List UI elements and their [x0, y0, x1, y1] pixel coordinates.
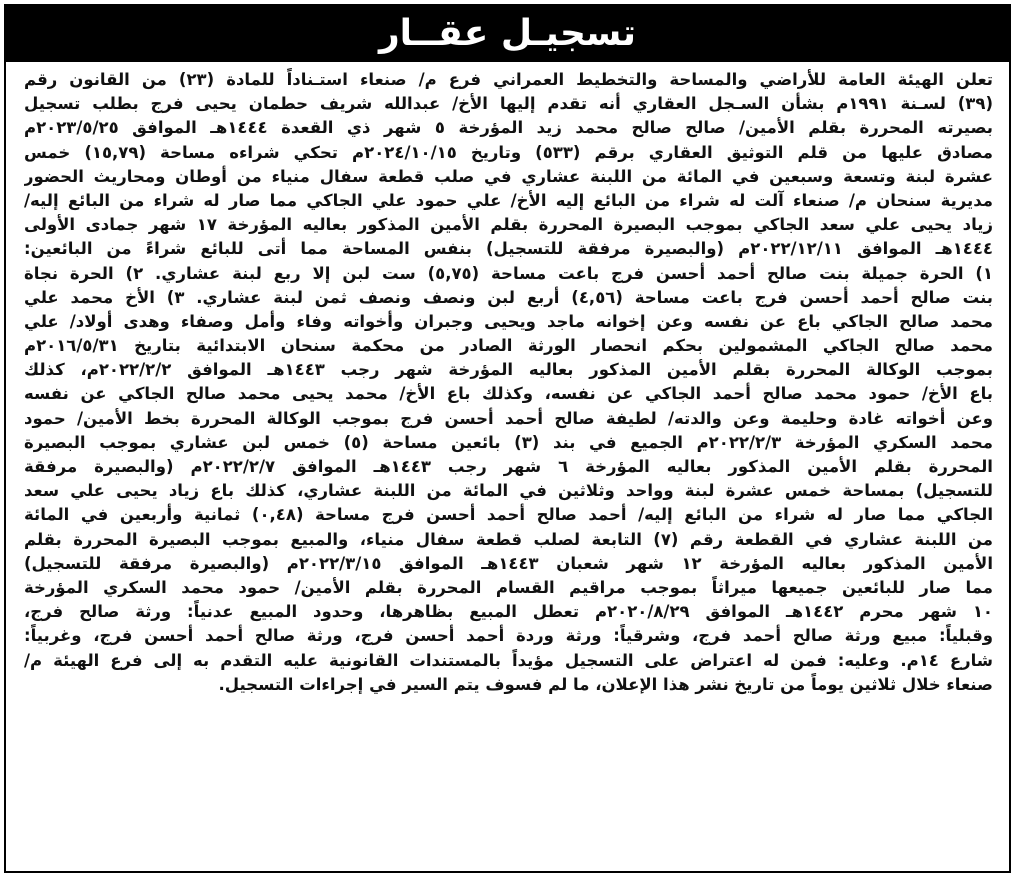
- body-line-10: بنت صالح أحمد أحسن فرج باعت مساحة (٤,٥٦) أربع لبن ونصف ونصف ثمن لبنة عشاري. ٣) الأخ محمد علي: [24, 287, 993, 307]
- body-line-16: محمد السكري المؤرخة ٢٠٢٢/٢/٣م الجميع في بند (٣) بائعين مساحة (٥) خمس لبن عشاري بموجب البصيرة: [24, 432, 993, 452]
- body-line-11: محمد صالح الجاكي باع عن نفسه وعن إخوانه ماجد ويحيى وجبران وأخواته وفاء وأمل وصفاء وهدى أولاد/ علي: [24, 311, 993, 331]
- body-line-6: مديرية سنحان م/ صنعاء آلت له شراء من البائع إليه الأخ/ علي حمود علي الجاكي مما صار له شراء من البائع إليه/: [24, 190, 993, 210]
- body-line-17: المحررة بقلم الأمين المذكور بعاليه المؤرخة ٦ شهر رجب ١٤٤٣هـ الموافق ٢٠٢٢/٢/٧م (والبصيرة مرفقة: [24, 457, 993, 476]
- body-line-3: بصيرته المحررة بقلم الأمين/ صالح صالح محمد زيد المؤرخة ٥ شهر ذي القعدة ١٤٤٤هـ الموافق ٢٠٢٣/٥/٢٥م: [24, 118, 993, 138]
- body-line-12: محمد صالح الجاكي المشمولين بحكم انحصار الورثة الصادر من محكمة سنحان الابتدائية بتاريخ ٢٠١٦/٥/٣١م: [24, 336, 993, 356]
- body-line-14: باع الأخ/ حمود محمد صالح أحمد الجاكي عن نفسه، وكذلك باع الأخ/ محمد يحيى محمد صالح الجاكي عن نفسه: [24, 384, 993, 404]
- body-line-18: للتسجيل) بمساحة خمس عشرة لبنة وواحد وثلاثين في المائة من اللبنة عشاري، كذلك باع زياد يحيى علي سعد: [24, 481, 993, 501]
- body-line-8: ١٤٤٤هـ الموافق ٢٠٢٢/١٢/١١م (والبصيرة مرفقة للتسجيل) بنفس المساحة مما أتى للبائع شراءً من البائعين:: [24, 239, 993, 259]
- real-estate-notice: [4, 4, 1011, 873]
- body-line-13: بموجب الوكالة المحررة بقلم الأمين المذكور بعاليه المؤرخة شهر رجب ١٤٤٣هـ الموافق ٢٠٢٢/٢/٢م، كذلك: [24, 360, 993, 380]
- body-line-2: (٣٩) لسـنة ١٩٩١م بشأن السـجل العقاري أنه تقدم إليها الأخ/ عبدالله شريف حطمان يحيى فرج بطلب تسجيل: [24, 94, 993, 114]
- body-line-22: مما صار للبائعين جميعها ميراثاً بموجب مراقيم القسام المحررة بقلم الأمين/ حمود محمد السكري المؤرخة: [24, 577, 993, 597]
- body-line-20: من اللبنة عشاري في القطعة رقم (٧) التابعة لصلب قطعة سفال منياء، والمبيع بموجب البصيرة المحررة بقلم: [24, 529, 993, 549]
- body-line-26: صنعاء خلال ثلاثين يوماً من تاريخ نشر هذا الإعلان، ما لم فسوف يتم السير في إجراءات التسجيل.: [218, 674, 993, 694]
- notice-body: [24, 68, 993, 861]
- body-line-4: مصادق عليها من قلم التوثيق العقاري برقم (٥٣٣) وتاريخ ٢٠٢٤/١٠/١٥م تحكي شراءه مساحة (١٥,٧٩) خمس: [24, 142, 993, 162]
- body-line-23: ١٠ شهر محرم ١٤٤٢هـ الموافق ٢٠٢٠/٨/٢٩م تعطل المبيع بظاهرها، وحدود المبيع عدنياً: ورثة صالح فرج،: [24, 602, 993, 622]
- body-line-1: تعلن الهيئة العامة للأراضي والمساحة والتخطيط العمراني فرع م/ صنعاء استـناداً للمادة (٢٣) من القانون رقم: [24, 70, 993, 89]
- body-line-5: عشرة لبنة وتسعة وسبعين في المائة من اللبنة عشاري في صلب قطعة سفال منياء من أوطان ومحاريث الحضور: [24, 166, 993, 186]
- body-line-9: ١) الحرة جميلة بنت صالح أحمد أحسن فرج باعت مساحة (٥,٧٥) ست لبن إلا ربع لبنة عشاري. ٢) الحرة نجاة: [24, 263, 993, 283]
- notice-title: تسجيـل عقــار: [378, 13, 637, 54]
- body-line-7: زياد يحيى علي سعد الجاكي بموجب البصيرة المحررة بقلم الأمين المذكور بعاليه المؤرخة ١٧ شهر جمادى الأولى: [24, 215, 993, 235]
- body-line-21: الأمين المذكور بعاليه المؤرخة ١٢ شهر شعبان ١٤٤٣هـ الموافق ٢٠٢٢/٣/١٥م (والبصيرة مرفقة للتسجيل): [24, 553, 993, 573]
- body-line-25: شارع ١٤م. وعليه: فمن له اعتراض على التسجيل مؤيداً بالمستندات القانونية عليه التقدم به إلى فرع الهيئة م/: [24, 650, 993, 670]
- body-line-24: وقبلياً: مبيع ورثة صالح أحمد فرج، وشرقياً: ورثة وردة أحمد أحسن فرج، ورثة صالح أحمد أحسن فرج، وغربياً:: [24, 626, 993, 646]
- body-line-15: وعن أخواته غادة وحليمة وعن والدته/ لطيفة صالح أحمد أحسن فرج بموجب الوكالة المحررة بخط الأمين/ حمود: [24, 408, 993, 428]
- body-line-19: الجاكي مما صار له شراء من البائع إليه/ أحمد صالح أحمد أحسن فرج مساحة (٠,٤٨) ثمانية وأربعين في المائة: [24, 505, 993, 525]
- title-bar: [6, 6, 1009, 62]
